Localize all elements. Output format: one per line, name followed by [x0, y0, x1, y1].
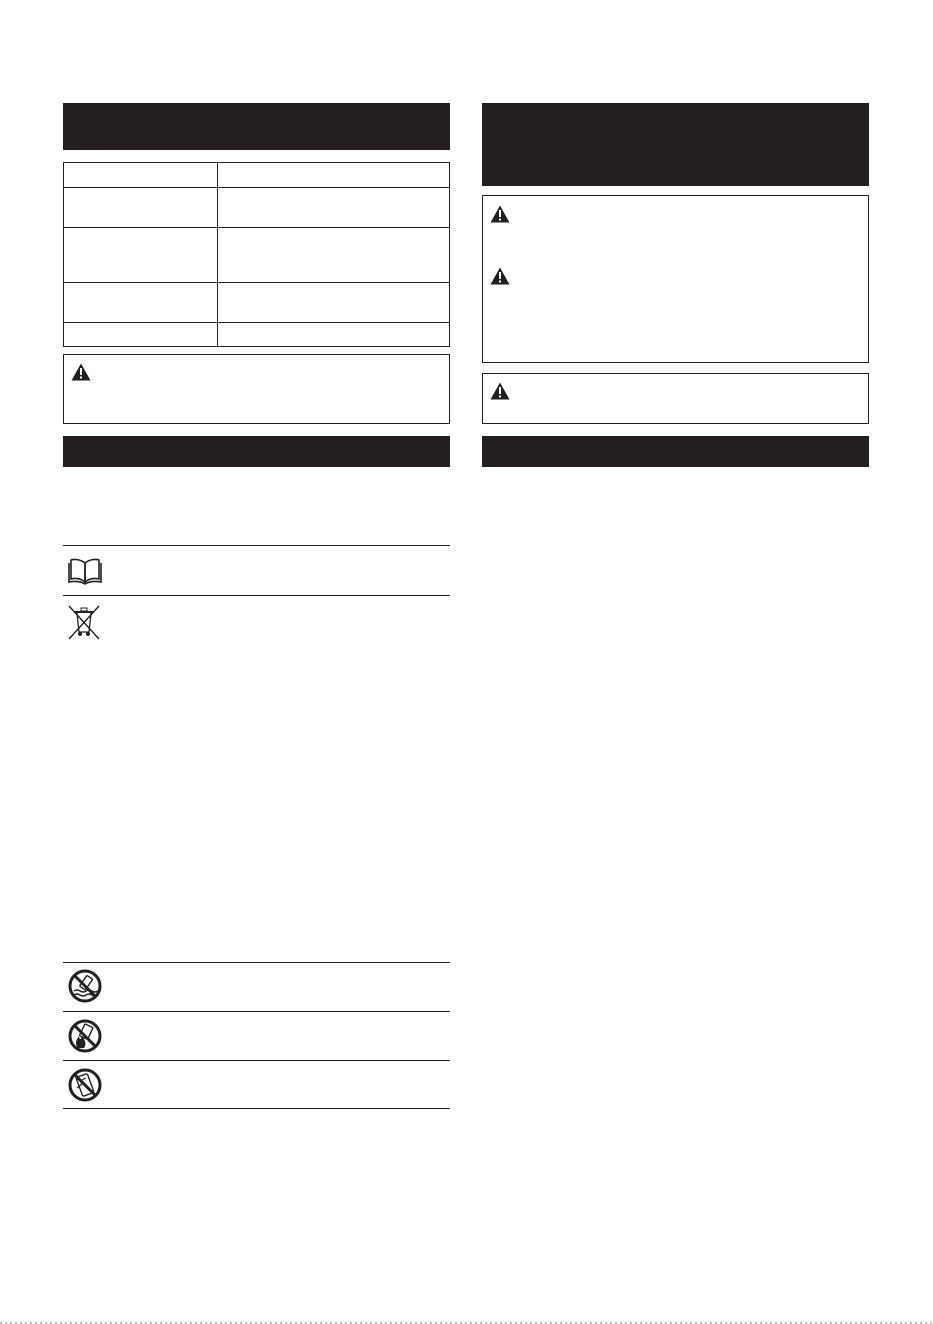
table-row — [64, 283, 450, 323]
table-cell — [218, 163, 450, 188]
table-cell — [218, 283, 450, 323]
warning-triangle-icon — [490, 267, 510, 285]
warning-triangle-icon — [490, 205, 510, 223]
divider — [63, 962, 450, 963]
no-water-contact-icon — [68, 969, 102, 1003]
table-row — [64, 323, 450, 347]
right-title-bar — [482, 103, 869, 186]
table-cell — [218, 228, 450, 283]
right-warning-box — [482, 195, 869, 363]
table-cell — [218, 188, 450, 228]
table-row — [64, 228, 450, 283]
divider — [63, 1060, 450, 1061]
divider — [63, 1108, 450, 1109]
left-warning-box — [63, 354, 450, 424]
specifications-table — [63, 162, 450, 347]
divider — [63, 1011, 450, 1012]
open-book-icon — [68, 557, 102, 585]
divider — [63, 595, 450, 596]
crossed-out-wheelie-bin-icon — [66, 603, 102, 641]
right-section-bar — [482, 436, 869, 467]
table-cell — [64, 323, 218, 347]
warning-triangle-icon — [490, 382, 510, 400]
table-cell — [218, 323, 450, 347]
table-cell — [64, 283, 218, 323]
table-cell — [64, 188, 218, 228]
no-fire-exposure-icon — [68, 1019, 102, 1053]
left-section-bar — [63, 436, 450, 467]
table-row — [64, 188, 450, 228]
do-not-disassemble-icon — [68, 1068, 102, 1102]
table-cell — [64, 228, 218, 283]
right-caution-box — [482, 373, 869, 424]
warning-triangle-icon — [71, 363, 91, 381]
divider — [63, 545, 450, 546]
left-title-bar — [63, 103, 450, 150]
table-cell — [64, 163, 218, 188]
table-row — [64, 163, 450, 188]
